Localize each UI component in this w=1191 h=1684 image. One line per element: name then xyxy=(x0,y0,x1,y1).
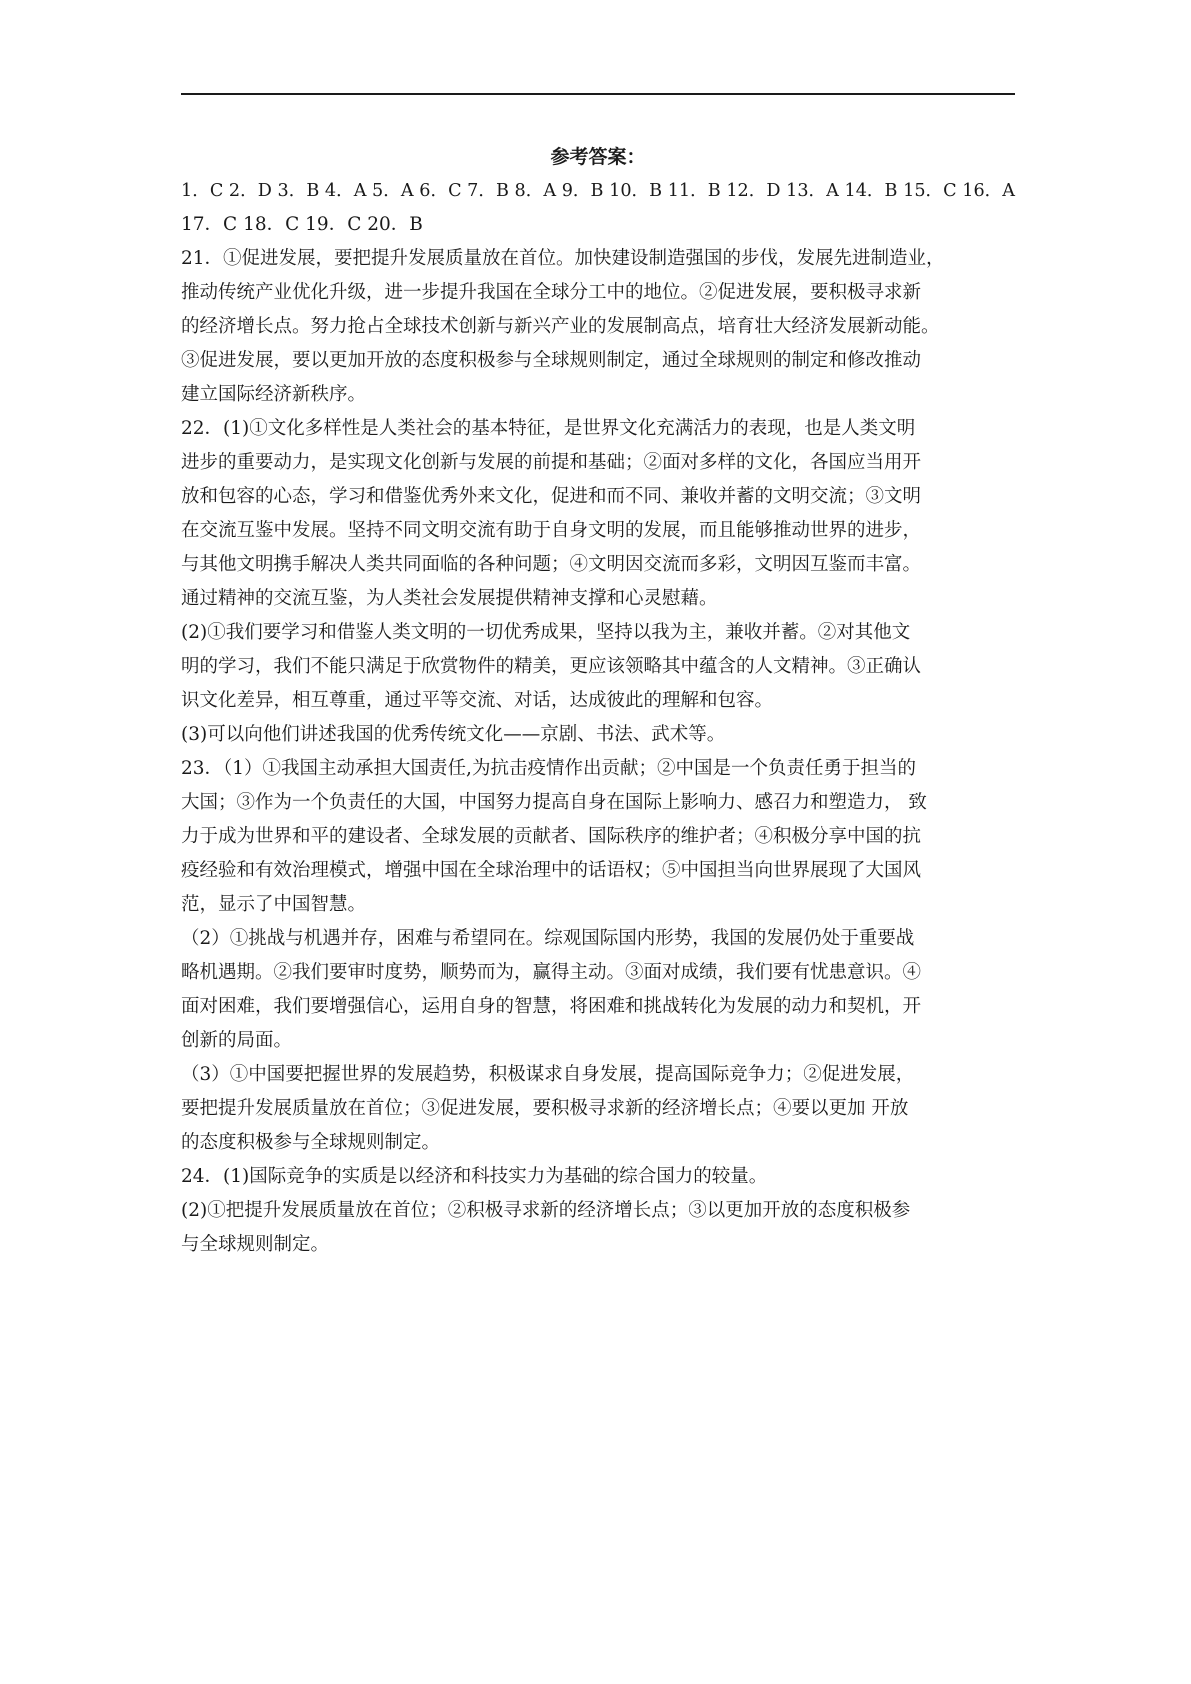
answer-line: 21．①促进发展，要把提升发展质量放在首位。加快建设制造强国的步伐，发展先进制造业， xyxy=(181,248,945,269)
answer-line: （3）①中国要把握世界的发展趋势，积极谋求自身发展，提高国际竞争力；②促进发展， xyxy=(181,1064,915,1085)
answer-line: 与全球规则制定。 xyxy=(181,1234,330,1255)
answer-line: (3)可以向他们讲述我国的优秀传统文化——京剧、书法、武术等。 xyxy=(181,724,726,745)
answer-line: 通过精神的交流互鉴，为人类社会发展提供精神支撑和心灵慰藉。 xyxy=(181,588,718,609)
answer-line: （2）①挑战与机遇并存，困难与希望同在。综观国际国内形势，我国的发展仍处于重要战 xyxy=(181,928,915,949)
answer-line: 面对困难，我们要增强信心，运用自身的智慧，将困难和挑战转化为发展的动力和契机，开 xyxy=(181,996,922,1017)
answer-line: ③促进发展，要以更加开放的态度积极参与全球规则制定，通过全球规则的制定和修改推动 xyxy=(181,350,922,371)
answer-line: 力于成为世界和平的建设者、全球发展的贡献者、国际秩序的维护者；④积极分享中国的抗 xyxy=(181,826,922,847)
answer-line: 进步的重要动力，是实现文化创新与发展的前提和基础；②面对多样的文化，各国应当用开 xyxy=(181,452,922,473)
answer-line: (2)①我们要学习和借鉴人类文明的一切优秀成果，坚持以我为主，兼收并蓄。②对其他文 xyxy=(181,622,911,643)
answer-line: 在交流互鉴中发展。坚持不同文明交流有助于自身文明的发展，而且能够推动世界的进步， xyxy=(181,520,922,541)
answer-line: 推动传统产业优化升级，进一步提升我国在全球分工中的地位。②促进发展，要积极寻求新 xyxy=(181,282,922,303)
answer-line: (2)①把提升发展质量放在首位；②积极寻求新的经济增长点；③以更加开放的态度积极参 xyxy=(181,1200,911,1221)
answer-line: 23．（1）①我国主动承担大国责任,为抗击疫情作出贡献；②中国是一个负责任勇于担当的 xyxy=(181,758,916,779)
answer-line: 识文化差异，相互尊重，通过平等交流、对话，达成彼此的理解和包容。 xyxy=(181,690,774,711)
answer-line: 的态度积极参与全球规则制定。 xyxy=(181,1132,441,1153)
answer-line: 略机遇期。②我们要审时度势，顺势而为，赢得主动。③面对成绩，我们要有忧患意识。④ xyxy=(181,962,922,983)
answer-line: 大国；③作为一个负责任的大国，中国努力提高自身在国际上影响力、感召力和塑造力， 致 xyxy=(181,792,927,813)
answer-line: 的经济增长点。努力抢占全球技术创新与新兴产业的发展制高点，培育壮大经济发展新动能。 xyxy=(181,316,940,337)
answer-line: 疫经验和有效治理模式，增强中国在全球治理中的话语权；⑤中国担当向世界展现了大国风 xyxy=(181,860,922,881)
answer-line: 放和包容的心态，学习和借鉴优秀外来文化，促进和而不同、兼收并蓄的文明交流；③文明 xyxy=(181,486,922,507)
answer-line: 22．(1)①文化多样性是人类社会的基本特征，是世界文化充满活力的表现，也是人类文明 xyxy=(181,418,916,439)
answer-line: 明的学习，我们不能只满足于欣赏物件的精美，更应该领略其中蕴含的人文精神。③正确认 xyxy=(181,656,922,677)
answer-content xyxy=(181,140,1015,1262)
answer-line: 17．C 18．C 19．C 20．B xyxy=(181,214,423,235)
answer-line: 1．C 2．D 3．B 4．A 5．A 6．C 7．B 8．A 9．B 10．B 11．B 12．D 13．A 14．B 15．C 16．A xyxy=(181,181,1016,201)
header-rule xyxy=(181,93,1015,95)
answer-lines xyxy=(181,174,1015,1262)
answer-line: 与其他文明携手解决人类共同面临的各种问题；④文明因交流而多彩，文明因互鉴而丰富。 xyxy=(181,554,922,575)
answer-line: 要把提升发展质量放在首位；③促进发展，要积极寻求新的经济增长点；④要以更加 开放 xyxy=(181,1098,909,1119)
answer-line: 范，显示了中国智慧。 xyxy=(181,894,367,915)
answer-line: 24．(1)国际竞争的实质是以经济和科技实力为基础的综合国力的较量。 xyxy=(181,1166,768,1187)
answer-line: 建立国际经济新秩序。 xyxy=(181,384,367,405)
page-title: 参考答案： xyxy=(550,146,646,168)
answer-line: 创新的局面。 xyxy=(181,1030,293,1051)
